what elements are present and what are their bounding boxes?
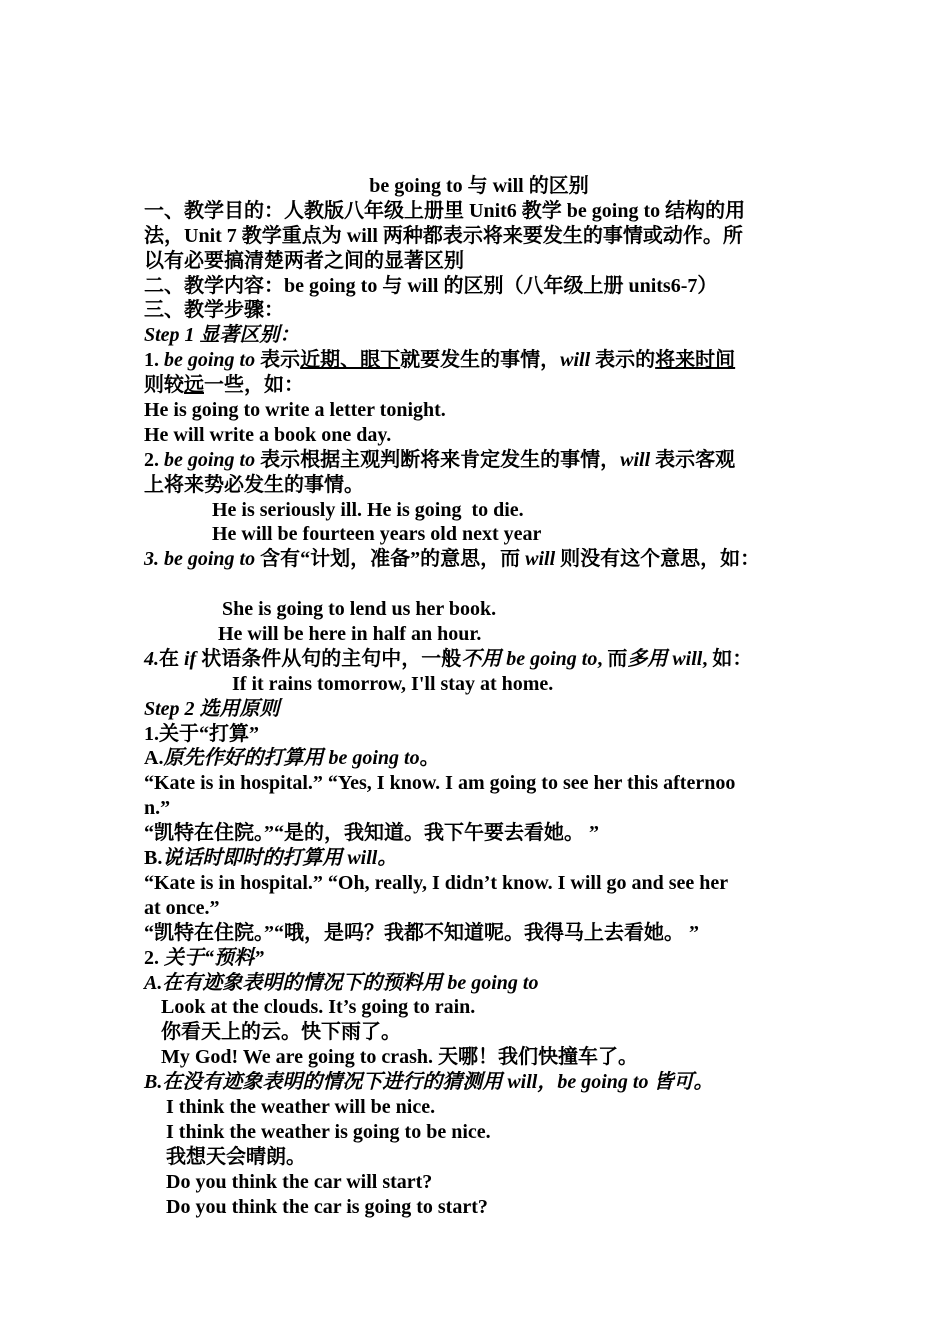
doc-title: be going to 与 will 的区别 bbox=[369, 175, 589, 197]
section-2b-translation: 我想天会晴朗。 bbox=[166, 1145, 306, 1168]
intro-line-2: 法，Unit 7 教学重点为 will 两种都表示将来要发生的事情或动作。所 bbox=[144, 224, 743, 247]
intro-line-1: 一、教学目的：人教版八年级上册里 Unit6 教学 be going to 结构的用 bbox=[144, 199, 746, 222]
point-3-example-1: She is going to lend us her book. bbox=[222, 598, 497, 621]
section-2b-example-3: Do you think the car will start? bbox=[166, 1170, 433, 1193]
point-2-example-1: He is seriously ill. He is going to die. bbox=[212, 498, 524, 521]
section-2b-example-1: I think the weather will be nice. bbox=[166, 1095, 436, 1118]
point-1-line-2: 则较远一些，如： bbox=[144, 374, 304, 397]
blank-line bbox=[144, 572, 814, 597]
section-2a-example-1: Look at the clouds. It’s going to rain. bbox=[161, 996, 476, 1019]
section-1a-example-line-2: n.” bbox=[144, 797, 171, 820]
point-2-line-2: 上将来势必发生的事情。 bbox=[144, 473, 364, 496]
point-1-line-1: 1. be going to 表示近期、眼下就要发生的事情，will 表示的将来时间 bbox=[144, 349, 736, 372]
point-3-example-2: He will be here in half an hour. bbox=[218, 623, 482, 646]
step1-heading: Step 1 显著区别： bbox=[144, 324, 300, 347]
section-1b-example-line-1: “Kate is in hospital.” “Oh, really, I didn’t know. I will go and see her bbox=[144, 871, 729, 894]
section-2b-example-4: Do you think the car is going to start? bbox=[166, 1195, 488, 1218]
point-4-example-1: If it rains tomorrow, I'll stay at home. bbox=[232, 672, 554, 695]
point-2-line-1: 2. be going to 表示根据主观判断将来肯定发生的事情，will 表示客观 bbox=[144, 448, 736, 471]
section-1-heading: 1.关于“打算” bbox=[144, 722, 259, 745]
section-2a-rule: A.在有迹象表明的情况下的预料用 be going to bbox=[144, 971, 539, 994]
teaching-steps: 三、教学步骤： bbox=[144, 299, 284, 322]
step2-heading: Step 2 选用原则 bbox=[144, 697, 280, 720]
intro-line-3: 以有必要搞清楚两者之间的显著区别 bbox=[144, 249, 464, 272]
document-body bbox=[144, 174, 814, 1219]
section-1a-rule: A.原先作好的打算用 be going to。 bbox=[144, 747, 440, 770]
section-2-heading: 2. 关于“预料” bbox=[144, 946, 264, 969]
section-2a-translation: 你看天上的云。快下雨了。 bbox=[161, 1021, 401, 1044]
section-1b-rule: B.说话时即时的打算用 will。 bbox=[144, 847, 398, 870]
teaching-content: 二、教学内容：be going to 与 will 的区别（八年级上册 units6-7） bbox=[144, 274, 718, 297]
section-2b-example-2: I think the weather is going to be nice. bbox=[166, 1120, 491, 1143]
section-1b-example-line-2: at once.” bbox=[144, 896, 220, 919]
point-3-line-1: 3. be going to 含有“计划，准备”的意思，而 will 则没有这个意思，如： bbox=[144, 548, 761, 571]
point-1-example-1: He is going to write a letter tonight. bbox=[144, 399, 446, 422]
section-2a-example-2: My God! We are going to crash. 天哪！我们快撞车了。 bbox=[161, 1046, 639, 1069]
section-2b-rule: B.在没有迹象表明的情况下进行的猜测用 will，be going to 皆可。 bbox=[144, 1071, 714, 1094]
point-1-example-2: He will write a book one day. bbox=[144, 423, 392, 446]
section-1a-example-line-1: “Kate is in hospital.” “Yes, I know. I am going to see her this afternoo bbox=[144, 772, 736, 795]
section-1b-translation: “凯特在住院。”“哦，是吗？我都不知道呢。我得马上去看她。 ” bbox=[144, 921, 699, 944]
point-4-line-1: 4.在 if 状语条件从句的主句中，一般不用 be going to, 而多用 will, 如： bbox=[144, 647, 753, 670]
point-2-example-2: He will be fourteen years old next year bbox=[212, 523, 542, 546]
section-1a-translation: “凯特在住院。”“是的，我知道。我下午要去看她。 ” bbox=[144, 822, 599, 845]
